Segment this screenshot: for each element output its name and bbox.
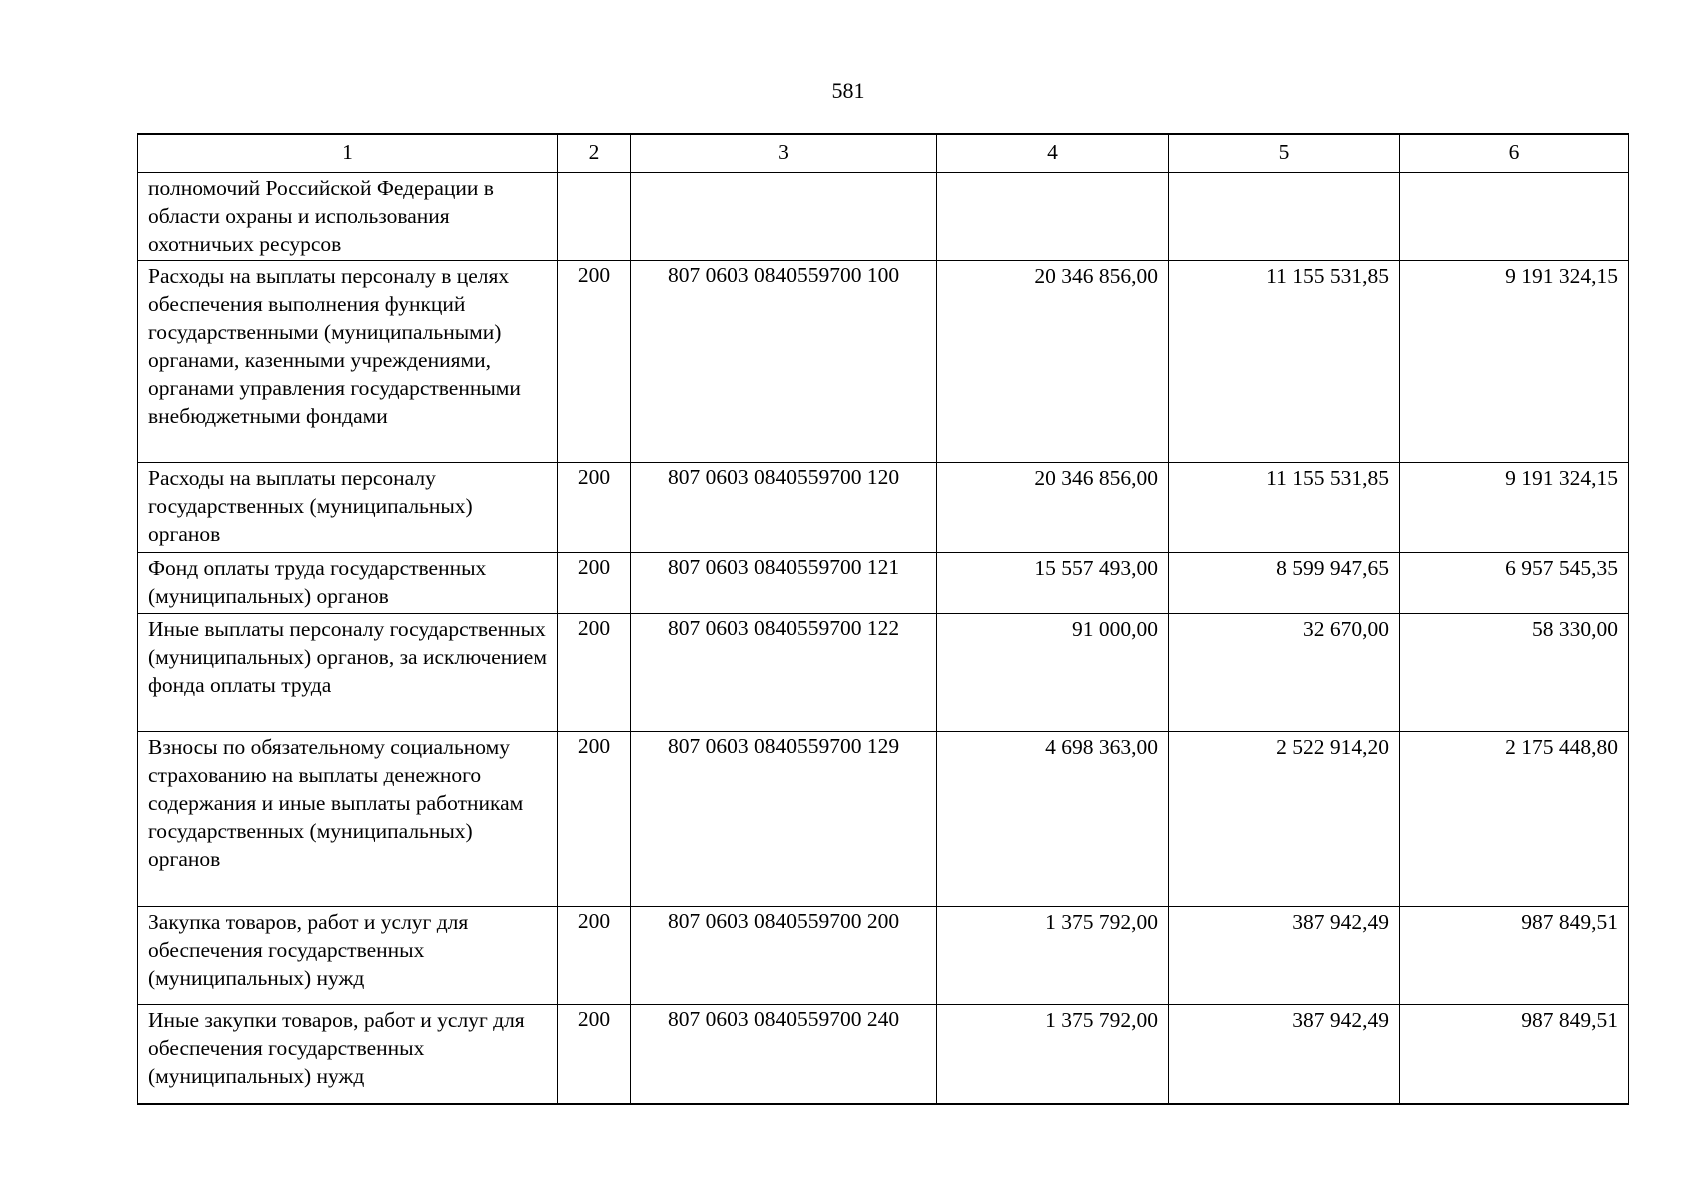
line-code: 200 — [558, 261, 631, 463]
unexecuted-amount: 987 849,51 — [1400, 1005, 1629, 1104]
line-code: 200 — [558, 732, 631, 907]
approved-amount — [937, 173, 1169, 261]
budget-classification-code: 807 0603 0840559700 100 — [631, 261, 937, 463]
approved-amount: 1 375 792,00 — [937, 1005, 1169, 1104]
budget-classification-code: 807 0603 0840559700 122 — [631, 614, 937, 732]
column-header: 6 — [1400, 134, 1629, 173]
executed-amount: 11 155 531,85 — [1169, 261, 1400, 463]
table-row — [138, 907, 1629, 1005]
executed-amount: 387 942,49 — [1169, 1005, 1400, 1104]
table-row — [138, 1005, 1629, 1104]
unexecuted-amount: 9 191 324,15 — [1400, 463, 1629, 553]
unexecuted-amount: 987 849,51 — [1400, 907, 1629, 1005]
expense-name: Иные выплаты персоналу государственных (муниципальных) органов, за исключением фонда оплаты труда — [138, 614, 558, 732]
expense-name: Закупка товаров, работ и услуг для обеспечения государственных (муниципальных) нужд — [138, 907, 558, 1005]
budget-classification-code: 807 0603 0840559700 240 — [631, 1005, 937, 1104]
budget-classification-code — [631, 173, 937, 261]
approved-amount: 20 346 856,00 — [937, 261, 1169, 463]
approved-amount: 15 557 493,00 — [937, 553, 1169, 614]
line-code: 200 — [558, 614, 631, 732]
executed-amount — [1169, 173, 1400, 261]
line-code: 200 — [558, 907, 631, 1005]
approved-amount: 91 000,00 — [937, 614, 1169, 732]
line-code: 200 — [558, 463, 631, 553]
line-code: 200 — [558, 553, 631, 614]
approved-amount: 20 346 856,00 — [937, 463, 1169, 553]
expense-name: Взносы по обязательному социальному страхованию на выплаты денежного содержания и иные выплаты работникам государственных (муниципальных) органов — [138, 732, 558, 907]
executed-amount: 8 599 947,65 — [1169, 553, 1400, 614]
unexecuted-amount: 58 330,00 — [1400, 614, 1629, 732]
line-code: 200 — [558, 1005, 631, 1104]
table-header-row — [138, 134, 1629, 173]
budget-classification-code: 807 0603 0840559700 120 — [631, 463, 937, 553]
table-row — [138, 261, 1629, 463]
column-header: 2 — [558, 134, 631, 173]
page-number: 581 — [831, 78, 865, 103]
unexecuted-amount — [1400, 173, 1629, 261]
table-row — [138, 553, 1629, 614]
expense-name: полномочий Российской Федерации в области охраны и использования охотничьих ресурсов — [138, 173, 558, 261]
unexecuted-amount: 9 191 324,15 — [1400, 261, 1629, 463]
executed-amount: 2 522 914,20 — [1169, 732, 1400, 907]
table-row — [138, 463, 1629, 553]
expense-name: Расходы на выплаты персоналу в целях обеспечения выполнения функций государственными (муниципальными) органами, казенными учреждениями, органами управления государственными внебюджетными фондами — [138, 261, 558, 463]
budget-classification-code: 807 0603 0840559700 121 — [631, 553, 937, 614]
column-header: 1 — [138, 134, 558, 173]
table-row — [138, 614, 1629, 732]
approved-amount: 4 698 363,00 — [937, 732, 1169, 907]
line-code — [558, 173, 631, 261]
unexecuted-amount: 2 175 448,80 — [1400, 732, 1629, 907]
executed-amount: 32 670,00 — [1169, 614, 1400, 732]
executed-amount: 387 942,49 — [1169, 907, 1400, 1005]
expense-name: Иные закупки товаров, работ и услуг для обеспечения государственных (муниципальных) нужд — [138, 1005, 558, 1104]
budget-table — [137, 133, 1629, 1105]
budget-classification-code: 807 0603 0840559700 129 — [631, 732, 937, 907]
table-row — [138, 732, 1629, 907]
approved-amount: 1 375 792,00 — [937, 907, 1169, 1005]
expense-name: Фонд оплаты труда государственных (муниципальных) органов — [138, 553, 558, 614]
unexecuted-amount: 6 957 545,35 — [1400, 553, 1629, 614]
column-header: 3 — [631, 134, 937, 173]
column-header: 4 — [937, 134, 1169, 173]
budget-classification-code: 807 0603 0840559700 200 — [631, 907, 937, 1005]
executed-amount: 11 155 531,85 — [1169, 463, 1400, 553]
table-row — [138, 173, 1629, 261]
expense-name: Расходы на выплаты персоналу государственных (муниципальных) органов — [138, 463, 558, 553]
column-header: 5 — [1169, 134, 1400, 173]
